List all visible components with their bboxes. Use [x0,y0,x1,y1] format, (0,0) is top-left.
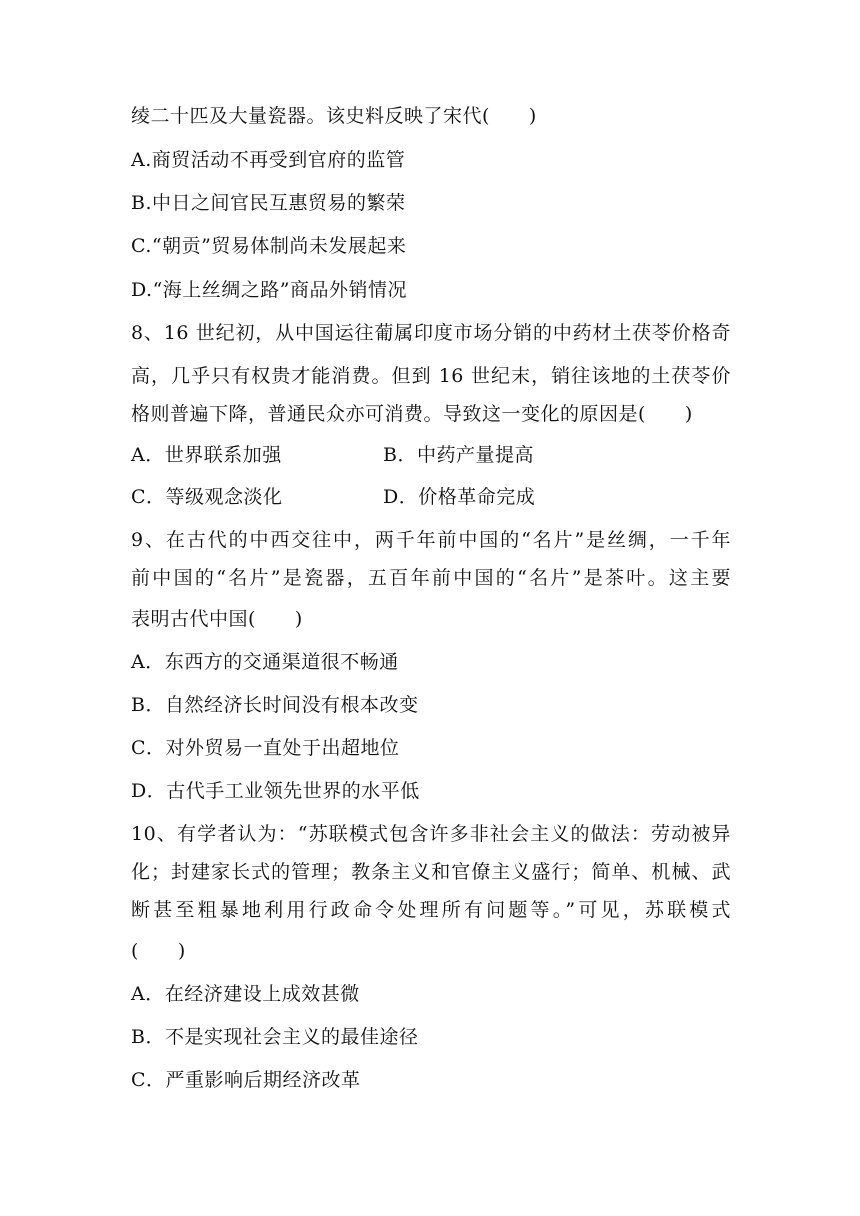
q8-stem-line-1: 8、16 世纪初，从中国运往葡属印度市场分销的中药材土茯苓价格奇 [131,322,731,344]
q10-stem-line-3: 断甚至粗暴地利用行政命令处理所有问题等。”可见，苏联模式 [131,899,731,921]
q9-option-b: B．自然经济长时间没有根本改变 [131,694,419,716]
q9-option-a: A．东西方的交通渠道很不畅通 [131,651,399,673]
q10-option-c: C．严重影响后期经济改革 [131,1069,361,1091]
q8-stem-line-2: 高，几乎只有权贵才能消费。但到 16 世纪末，销往该地的土茯苓价 [131,365,731,387]
q7-option-c: C.“朝贡”贸易体制尚未发展起来 [131,235,407,257]
q8-option-a: A．世界联系加强 [131,444,282,466]
q10-stem-line-4: ( ) [131,940,186,962]
q9-option-d: D．古代手工业领先世界的水平低 [131,780,420,802]
q9-stem-line-2: 前中国的“名片”是瓷器，五百年前中国的“名片”是茶叶。这主要 [131,567,731,589]
q10-stem-line-2: 化；封建家长式的管理；教条主义和官僚主义盛行；简单、机械、武 [131,861,731,883]
q7-stem-continuation: 绫二十匹及大量瓷器。该史料反映了宋代( ) [131,105,537,127]
q8-option-c: C．等级观念淡化 [131,486,283,508]
q9-stem-line-1: 9、在古代的中西交往中，两千年前中国的“名片”是丝绸，一千年 [131,529,731,551]
q9-stem-line-3: 表明古代中国( ) [131,608,303,630]
q9-option-c: C．对外贸易一直处于出超地位 [131,737,400,759]
q8-option-d: D．价格革命完成 [383,486,536,508]
q10-stem-line-1: 10、有学者认为：“苏联模式包含许多非社会主义的做法：劳动被异 [131,823,731,845]
q8-stem-line-3: 格则普遍下降，普通民众亦可消费。导致这一变化的原因是( ) [131,403,693,425]
q7-option-d: D.“海上丝绸之路”商品外销情况 [131,279,408,301]
q10-option-a: A．在经济建设上成效甚微 [131,983,360,1005]
q10-option-b: B．不是实现社会主义的最佳途径 [131,1026,419,1048]
q7-option-a: A.商贸活动不再受到官府的监管 [131,149,406,171]
q8-option-b: B．中药产量提高 [383,444,534,466]
q7-option-b: B.中日之间官民互惠贸易的繁荣 [131,192,406,214]
